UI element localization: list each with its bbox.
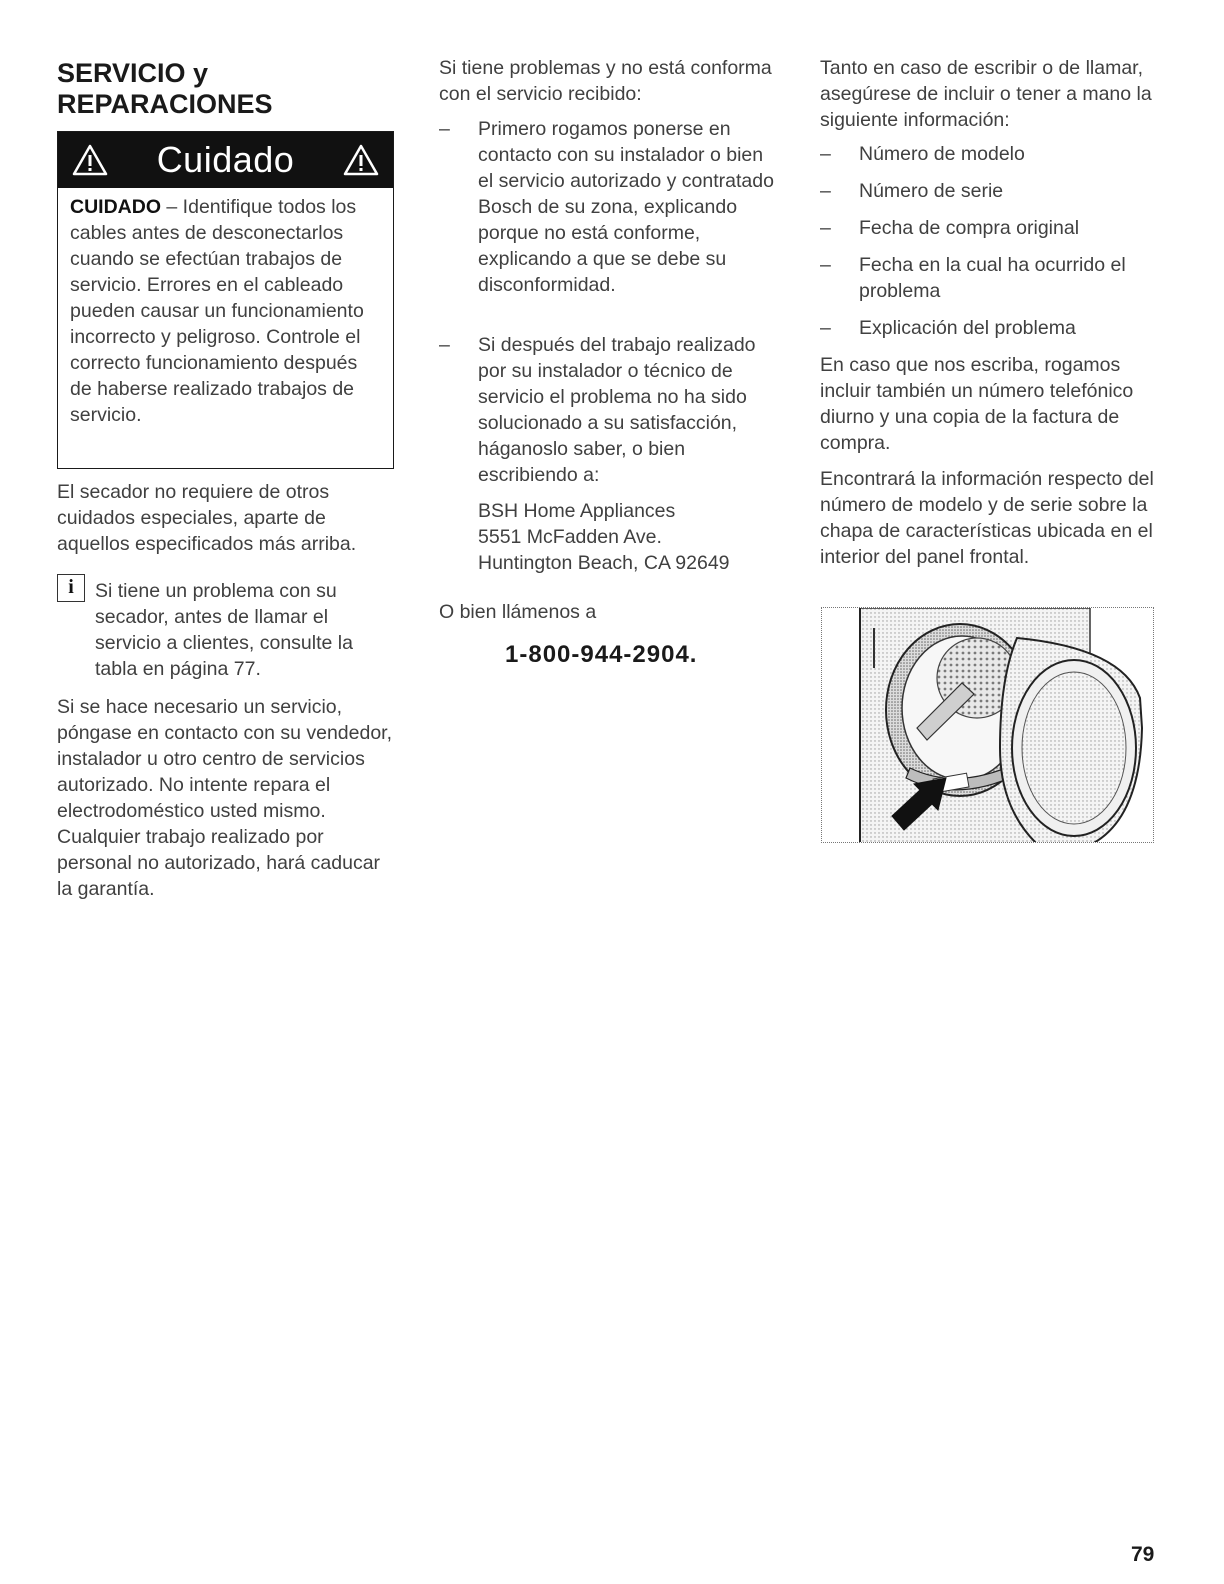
mailing-address xyxy=(478,498,778,576)
warning-triangle-icon xyxy=(72,144,108,176)
bullet-dash: – xyxy=(820,254,831,276)
warning-body xyxy=(58,188,393,428)
list-item-text: Número de serie xyxy=(859,180,1004,202)
page-number: 79 xyxy=(1131,1543,1155,1566)
bullet-text: Si después del trabajo realizado por su instalador o técnico de servicio el problema no ha sido solucionado a su satisfacción, háganoslo saber, o bien escribiendo a: xyxy=(478,334,756,486)
bullet-dash: – xyxy=(820,143,831,165)
list-item-text: Fecha en la cual ha ocurrido el problema xyxy=(859,254,1126,302)
dryer-door-illustration xyxy=(821,607,1154,843)
warning-header xyxy=(58,132,393,188)
warning-triangle-icon xyxy=(343,144,379,176)
warning-lead: CUIDADO xyxy=(70,196,161,218)
service-paragraph: Si se hace necesario un servicio, póngase en contacto con su vendedor, instalador u otro centro de servicios autorizado. No intente repara el electrodoméstico usted mismo. Cualquier trabajo realizado por personal no autorizado, hará caducar la garantía. xyxy=(57,696,393,900)
rating-plate-paragraph: Encontrará la información respecto del número de modelo y de serie sobre la chapa de características ubicada en el interior del panel frontal. xyxy=(820,468,1154,568)
writing-paragraph: En caso que nos escriba, rogamos incluir también un número telefónico diurno y una copia de la factura de compra. xyxy=(820,354,1134,454)
address-line: BSH Home Appliances xyxy=(478,500,676,522)
info-intro: Tanto en caso de escribir o de llamar, asegúrese de incluir o tener a mano la siguiente información: xyxy=(820,57,1152,131)
bullet-dash: – xyxy=(439,334,450,356)
address-line: 5551 McFadden Ave. xyxy=(478,526,662,548)
phone-number: 1-800-944-2904. xyxy=(505,641,698,668)
heading-line-1: SERVICIO y xyxy=(57,58,209,88)
list-item-text: Fecha de compra original xyxy=(859,217,1080,239)
bullet-text: Primero rogamos ponerse en contacto con su instalador o bien el servicio autorizado y contratado Bosch de su zona, explicando porque no está conforme, explicando a que se debe su disconformidad. xyxy=(478,118,774,296)
section-heading xyxy=(57,58,387,120)
bullet-dash: – xyxy=(439,118,450,140)
list-item-text: Número de modelo xyxy=(859,143,1025,165)
info-text: Si tiene un problema con su secador, antes de llamar el servicio a clientes, consulte la tabla en página 77. xyxy=(95,580,353,680)
call-text: O bien llámenos a xyxy=(439,601,597,623)
info-icon: i xyxy=(57,574,85,602)
bullet-dash: – xyxy=(820,217,831,239)
warning-text: – Identifique todos los cables antes de desconectarlos cuando se efectúan trabajos de servicio. Errores en el cableado pueden causar un funcionamiento incorrecto y peligroso. Controle el correcto funcionamiento después de haberse realizado trabajos de servicio. xyxy=(70,196,364,426)
warning-title: Cuidado xyxy=(156,139,295,180)
dryer-illustration xyxy=(822,608,1154,843)
problem-intro: Si tiene problemas y no está conforma con el servicio recibido: xyxy=(439,57,772,105)
warning-box xyxy=(57,131,394,469)
bullet-dash: – xyxy=(820,180,831,202)
heading-line-2: REPARACIONES xyxy=(57,89,273,119)
care-paragraph: El secador no requiere de otros cuidados especiales, aparte de aquellos especificados más arriba. xyxy=(57,481,357,555)
list-item-text: Explicación del problema xyxy=(859,317,1076,339)
bullet-dash: – xyxy=(820,317,831,339)
address-line: Huntington Beach, CA 92649 xyxy=(478,552,730,574)
